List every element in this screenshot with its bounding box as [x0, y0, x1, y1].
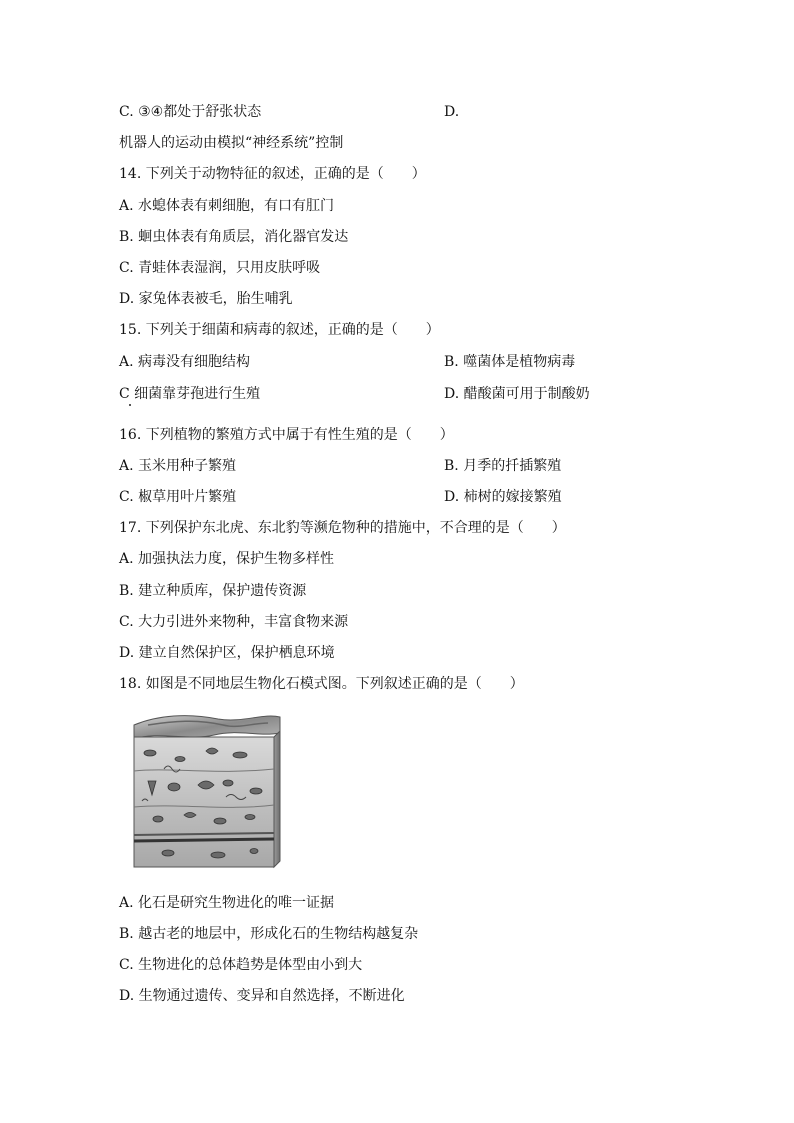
q15-option-a: A. 病毒没有细胞结构 [119, 354, 251, 370]
q17-option-c: C. 大力引进外来物种，丰富食物来源 [119, 614, 349, 630]
q16-option-d: D. 柿树的嫁接繁殖 [444, 489, 562, 505]
q16-option-b: B. 月季的扦插繁殖 [444, 458, 562, 474]
q15-option-d: D. 醋酸菌可用于制酸奶 [444, 386, 590, 402]
q17-stem: 17. 下列保护东北虎、东北豹等濒危物种的措施中，不合理的是（ ） [119, 520, 566, 536]
q14-option-b: B. 蛔虫体表有角质层，消化器官发达 [119, 229, 349, 245]
q18-stem: 18. 如图是不同地层生物化石模式图。下列叙述正确的是（ ） [119, 676, 524, 692]
fossil-strata-figure [128, 711, 284, 871]
q15-option-b: B. 噬菌体是植物病毒 [444, 354, 576, 370]
q14-option-d: D. 家兔体表被毛，胎生哺乳 [119, 291, 293, 307]
q13-option-d-text: 机器人的运动由模拟“神经系统”控制 [119, 135, 344, 151]
q14-option-a: A. 水螅体表有刺细胞，有口有肛门 [119, 198, 335, 214]
q16-option-c: C. 椒草用叶片繁殖 [119, 489, 237, 505]
q15-stem: 15. 下列关于细菌和病毒的叙述，正确的是（ ） [119, 322, 440, 338]
q16-stem: 16. 下列植物的繁殖方式中属于有性生殖的是（ ） [119, 427, 454, 443]
q16-option-a: A. 玉米用种子繁殖 [119, 458, 237, 474]
q14-stem: 14. 下列关于动物特征的叙述，正确的是（ ） [119, 166, 426, 182]
q17-option-d: D. 建立自然保护区，保护栖息环境 [119, 645, 335, 661]
q18-option-b: B. 越古老的地层中，形成化石的生物结构越复杂 [119, 926, 419, 942]
stray-dot [129, 404, 131, 406]
q18-option-a: A. 化石是研究生物进化的唯一证据 [119, 895, 335, 911]
q18-option-c: C. 生物进化的总体趋势是体型由小到大 [119, 957, 363, 973]
q13-option-d-label: D. [444, 104, 460, 120]
q14-option-c: C. 青蛙体表湿润，只用皮肤呼吸 [119, 260, 321, 276]
q13-option-c: C. ③④都处于舒张状态 [119, 104, 262, 120]
q15-option-c: C 细菌靠芽孢进行生殖 [119, 386, 261, 402]
q18-option-d: D. 生物通过遗传、变异和自然选择，不断进化 [119, 988, 405, 1004]
q17-option-b: B. 建立种质库，保护遗传资源 [119, 583, 307, 599]
q17-option-a: A. 加强执法力度，保护生物多样性 [119, 551, 335, 567]
